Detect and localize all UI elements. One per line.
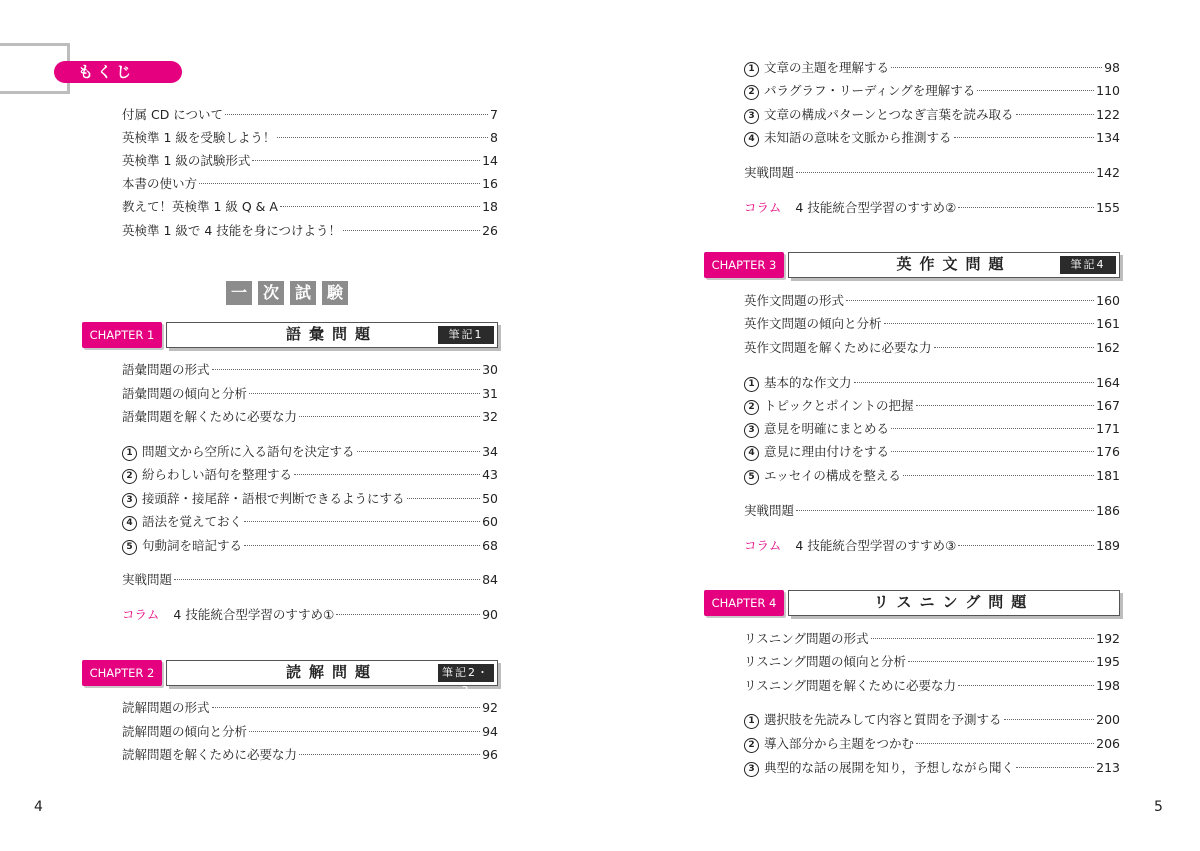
toc-entry-title <box>744 397 914 416</box>
toc-entry-title <box>744 106 1014 125</box>
page-number: 5 <box>1154 799 1163 815</box>
chapter-title: 英作文問題 <box>896 255 1012 273</box>
chapter-2-bar <box>82 660 502 697</box>
toc-entry-title <box>122 106 223 124</box>
toc-entry-title <box>122 606 334 624</box>
toc-entry-title <box>744 129 952 148</box>
toc-entry-text: 文章の構成パターンとつなぎ言葉を読み取る <box>764 107 1014 122</box>
toc-row <box>122 490 498 508</box>
page-ref: 162 <box>1096 340 1120 355</box>
dot-leader <box>249 731 480 732</box>
dot-leader <box>174 579 480 580</box>
dot-leader <box>958 685 1094 686</box>
chapter-badge: 筆記1 <box>438 326 494 344</box>
dot-leader <box>294 474 480 475</box>
toc-entry-title <box>744 374 852 393</box>
toc-entry-title <box>122 699 210 717</box>
toc-column-row <box>744 537 1120 555</box>
dot-leader <box>299 754 480 755</box>
section-char: 験 <box>322 281 348 305</box>
toc-row <box>122 385 498 403</box>
page-ref: 84 <box>482 572 498 587</box>
toc-entry-text: 4 技能統合型学習のすすめ② <box>795 200 957 215</box>
toc-row <box>122 513 498 531</box>
page-ref: 30 <box>482 362 498 377</box>
dot-leader <box>954 137 1095 138</box>
toc-entry-text: 教えて！英検準 1 級 Q & A <box>122 199 278 214</box>
toc-entry-title <box>744 443 889 462</box>
toc-entry-text: 語法を覚えておく <box>142 514 243 529</box>
toc-entry-text: 英作文問題の形式 <box>744 293 845 308</box>
toc-row <box>122 129 498 147</box>
dot-leader <box>407 498 481 499</box>
chapter-title-box <box>166 660 498 697</box>
toc-entry-text: 英検準 1 級で 4 技能を身につけよう！ <box>122 223 342 238</box>
dot-leader <box>854 382 1095 383</box>
dot-leader <box>299 416 480 417</box>
toc-entry-text: リスニング問題の形式 <box>744 631 869 646</box>
page-ref: 213 <box>1096 760 1120 775</box>
toc-entry-text: 選択肢を先読みして内容と質問を予測する <box>764 712 1002 727</box>
toc-entry-title <box>744 467 901 486</box>
toc-entry-text: 語彙問題の傾向と分析 <box>122 386 248 401</box>
right-page <box>600 0 1200 851</box>
toc-entry-text: 英作文問題の傾向と分析 <box>744 316 882 331</box>
toc-row <box>122 746 498 764</box>
toc-row <box>744 339 1120 357</box>
toc-row <box>122 571 498 589</box>
page-ref: 192 <box>1096 631 1120 646</box>
toc-entry-text: 英検準 1 級を受験しよう！ <box>122 130 276 145</box>
skill-number-badge: 2 <box>122 469 137 484</box>
toc-entry-title <box>744 82 975 101</box>
page-ref: 14 <box>482 153 498 168</box>
chapter-title: リスニング問題 <box>873 593 1035 611</box>
dot-leader <box>958 545 1094 546</box>
toc-row <box>122 537 498 555</box>
chapter-tag: CHAPTER 3 <box>704 252 784 278</box>
toc-entry-text: 4 技能統合型学習のすすめ③ <box>795 538 957 553</box>
toc-entry-text: 実戦問題 <box>744 503 795 518</box>
toc-row <box>744 292 1120 310</box>
section-char: 次 <box>258 281 284 305</box>
toc-entry-title <box>122 513 242 532</box>
dot-leader <box>277 137 488 138</box>
toc-entry-text: 未知語の意味を文脈から推測する <box>764 130 952 145</box>
dot-leader <box>252 160 480 161</box>
toc-entry-title <box>744 630 869 648</box>
page-ref: 167 <box>1096 398 1120 413</box>
chapter-title: 語彙問題 <box>285 325 378 343</box>
page-ref: 142 <box>1096 165 1120 180</box>
toc-entry-text: 読解問題を解くために必要な力 <box>122 747 298 762</box>
toc-row <box>744 129 1120 147</box>
dot-leader <box>916 743 1094 744</box>
page-number: 4 <box>34 799 43 815</box>
toc-entry-title <box>122 152 250 170</box>
page-ref: 98 <box>1104 60 1120 75</box>
toc-entry-title <box>122 466 292 485</box>
dot-leader <box>958 207 1094 208</box>
toc-row <box>122 106 498 124</box>
page-ref: 34 <box>482 444 498 459</box>
dot-leader <box>212 369 481 370</box>
toc-row <box>744 653 1120 671</box>
toc-entry-title <box>122 537 242 556</box>
page-ref: 31 <box>482 386 498 401</box>
page-ref: 7 <box>490 107 498 122</box>
toc-entry-text: 実戦問題 <box>744 165 795 180</box>
page-ref: 68 <box>482 538 498 553</box>
toc-entry-title <box>122 222 341 240</box>
toc-row <box>744 711 1120 729</box>
toc-row <box>744 420 1120 438</box>
skill-number-badge: 1 <box>744 377 759 392</box>
page-ref: 171 <box>1096 421 1120 436</box>
toc-entry-text: 導入部分から主題をつかむ <box>764 736 915 751</box>
toc-column-row <box>744 199 1120 217</box>
toc-row <box>744 467 1120 485</box>
page-ref: 164 <box>1096 375 1120 390</box>
toc-entry-title <box>122 129 275 147</box>
toc-entry-title <box>744 199 956 217</box>
toc-entry-title <box>744 735 914 754</box>
toc-entry-title <box>744 164 794 182</box>
toc-entry-title <box>122 175 197 193</box>
dot-leader <box>1016 767 1094 768</box>
dot-leader <box>244 545 480 546</box>
dot-leader <box>336 614 480 615</box>
toc-entry-text: 付属 CD について <box>122 107 224 122</box>
toc-entry-text: 読解問題の傾向と分析 <box>122 724 248 739</box>
skill-number-badge: 1 <box>122 446 137 461</box>
dot-leader <box>796 510 1094 511</box>
toc-row <box>122 152 498 170</box>
toc-entry-title <box>122 385 247 403</box>
toc-entry-title <box>122 723 247 741</box>
column-label: コラム <box>744 200 782 215</box>
dot-leader <box>891 67 1102 68</box>
toc-entry-text: パラグラフ・リーディングを理解する <box>764 83 976 98</box>
page-ref: 195 <box>1096 654 1120 669</box>
toc-entry-text: 典型的な話の展開を知り，予想しながら聞く <box>764 760 1015 775</box>
toc-entry-title <box>744 420 889 439</box>
dot-leader <box>871 638 1095 639</box>
toc-row <box>744 502 1120 520</box>
skill-number-badge: 4 <box>744 132 759 147</box>
toc-entry-text: 語彙問題の形式 <box>122 362 210 377</box>
page-ref: 92 <box>482 700 498 715</box>
column-label: コラム <box>744 538 782 553</box>
dot-leader <box>908 661 1094 662</box>
page-ref: 60 <box>482 514 498 529</box>
skill-number-badge: 3 <box>744 762 759 777</box>
toc-row <box>122 222 498 240</box>
page-ref: 110 <box>1096 83 1120 98</box>
toc-entry-title <box>122 746 297 764</box>
page-ref: 32 <box>482 409 498 424</box>
toc-entry-title <box>122 443 355 462</box>
toc-entry-text: 本書の使い方 <box>122 176 198 191</box>
dot-leader <box>225 114 488 115</box>
dot-leader <box>357 451 481 452</box>
toc-row <box>744 106 1120 124</box>
toc-entry-title <box>744 711 1002 730</box>
skill-number-badge: 3 <box>122 493 137 508</box>
page-ref: 160 <box>1096 293 1120 308</box>
toc-header: もくじ <box>54 61 182 83</box>
toc-row <box>744 735 1120 753</box>
page-ref: 96 <box>482 747 498 762</box>
column-label: コラム <box>122 607 160 622</box>
dot-leader <box>934 347 1095 348</box>
toc-row <box>122 175 498 193</box>
toc-entry-title <box>744 537 956 555</box>
toc-row <box>744 315 1120 333</box>
dot-leader <box>796 172 1094 173</box>
toc-column-row <box>122 606 498 624</box>
page-ref: 18 <box>482 199 498 214</box>
skill-number-badge: 1 <box>744 714 759 729</box>
skill-number-badge: 5 <box>744 470 759 485</box>
toc-entry-title <box>122 198 278 216</box>
toc-entry-text: 基本的な作文力 <box>764 375 852 390</box>
page-ref: 155 <box>1096 200 1120 215</box>
toc-entry-text: 句動詞を暗記する <box>142 538 243 553</box>
page-ref: 122 <box>1096 107 1120 122</box>
toc-entry-text: 実戦問題 <box>122 572 173 587</box>
page-ref: 186 <box>1096 503 1120 518</box>
toc-entry-title <box>744 677 956 695</box>
chapter-title-box <box>788 252 1120 278</box>
skill-number-badge: 1 <box>744 62 759 77</box>
toc-row <box>744 164 1120 182</box>
page-ref: 200 <box>1096 712 1120 727</box>
skill-number-badge: 3 <box>744 423 759 438</box>
chapter-badge: 筆記2・3 <box>438 664 494 682</box>
toc-row <box>122 198 498 216</box>
toc-row <box>744 82 1120 100</box>
chapter-tag: CHAPTER 4 <box>704 590 784 616</box>
toc-entry-text: 接頭辞・接尾辞・語根で判断できるようにする <box>142 491 405 506</box>
dot-leader <box>1004 719 1095 720</box>
toc-entry-text: 読解問題の形式 <box>122 700 210 715</box>
toc-entry-text: 意見を明確にまとめる <box>764 421 890 436</box>
toc-entry-title <box>122 361 210 379</box>
dot-leader <box>903 475 1094 476</box>
toc-entry-title <box>744 653 906 671</box>
page-ref: 198 <box>1096 678 1120 693</box>
section-title <box>226 281 348 305</box>
toc-row <box>744 759 1120 777</box>
toc-row <box>122 408 498 426</box>
page-ref: 161 <box>1096 316 1120 331</box>
toc-row <box>744 443 1120 461</box>
chapter-3-bar <box>704 252 1124 278</box>
dot-leader <box>244 521 480 522</box>
toc-entry-title <box>122 571 172 589</box>
skill-number-badge: 4 <box>744 446 759 461</box>
toc-row <box>744 397 1120 415</box>
skill-number-badge: 2 <box>744 738 759 753</box>
dot-leader <box>1016 114 1095 115</box>
section-char: 一 <box>226 281 252 305</box>
toc-entry-title <box>744 339 932 357</box>
toc-entry-text: リスニング問題を解くために必要な力 <box>744 678 957 693</box>
dot-leader <box>977 90 1094 91</box>
toc-entry-text: 英検準 1 級の試験形式 <box>122 153 251 168</box>
section-char: 試 <box>290 281 316 305</box>
skill-number-badge: 3 <box>744 109 759 124</box>
page-ref: 181 <box>1096 468 1120 483</box>
page-ref: 50 <box>482 491 498 506</box>
toc-row <box>744 630 1120 648</box>
toc-entry-title <box>122 490 405 509</box>
page-ref: 176 <box>1096 444 1120 459</box>
chapter-title-box <box>166 322 498 348</box>
page-ref: 26 <box>482 223 498 238</box>
chapter-tag: CHAPTER 1 <box>82 322 162 348</box>
dot-leader <box>846 300 1094 301</box>
toc-entry-text: 英作文問題を解くために必要な力 <box>744 340 932 355</box>
page-ref: 16 <box>482 176 498 191</box>
chapter-tag: CHAPTER 2 <box>82 660 162 686</box>
toc-row <box>122 723 498 741</box>
dot-leader <box>916 405 1095 406</box>
toc-entry-text: 紛らわしい語句を整理する <box>142 467 293 482</box>
page-ref: 90 <box>482 607 498 622</box>
toc-entry-text: 文章の主題を理解する <box>764 60 890 75</box>
toc-entry-title <box>122 408 297 426</box>
page-ref: 94 <box>482 724 498 739</box>
toc-row <box>122 699 498 717</box>
page-ref: 134 <box>1096 130 1120 145</box>
chapter-1-bar <box>82 322 502 348</box>
chapter-title-box <box>788 590 1120 616</box>
chapter-title: 読解問題 <box>285 663 378 681</box>
toc-row <box>744 677 1120 695</box>
toc-entry-text: 問題文から空所に入る語句を決定する <box>142 444 355 459</box>
dot-leader <box>212 707 481 708</box>
dot-leader <box>343 230 480 231</box>
chapter-4-bar <box>704 590 1124 616</box>
skill-number-badge: 4 <box>122 516 137 531</box>
page-ref: 43 <box>482 467 498 482</box>
toc-row <box>122 443 498 461</box>
dot-leader <box>249 393 480 394</box>
dot-leader <box>199 183 480 184</box>
skill-number-badge: 2 <box>744 85 759 100</box>
toc-entry-text: 4 技能統合型学習のすすめ① <box>173 607 335 622</box>
dot-leader <box>884 323 1095 324</box>
toc-row <box>744 59 1120 77</box>
toc-row <box>122 466 498 484</box>
toc-entry-title <box>744 59 889 78</box>
page-ref: 206 <box>1096 736 1120 751</box>
dot-leader <box>891 451 1094 452</box>
dot-leader <box>280 206 480 207</box>
dot-leader <box>891 428 1094 429</box>
skill-number-badge: 2 <box>744 400 759 415</box>
toc-entry-title <box>744 315 882 333</box>
toc-entry-text: 語彙問題を解くために必要な力 <box>122 409 298 424</box>
page-ref: 8 <box>490 130 498 145</box>
toc-row <box>744 374 1120 392</box>
toc-entry-text: リスニング問題の傾向と分析 <box>744 654 907 669</box>
toc-row <box>122 361 498 379</box>
toc-entry-text: 意見に理由付けをする <box>764 444 890 459</box>
toc-entry-title <box>744 502 794 520</box>
page-ref: 189 <box>1096 538 1120 553</box>
skill-number-badge: 5 <box>122 540 137 555</box>
toc-entry-text: トピックとポイントの把握 <box>764 398 914 413</box>
toc-entry-text: エッセイの構成を整える <box>764 468 901 483</box>
chapter-badge: 筆記4 <box>1060 256 1116 274</box>
toc-entry-title <box>744 759 1014 778</box>
toc-entry-title <box>744 292 844 310</box>
